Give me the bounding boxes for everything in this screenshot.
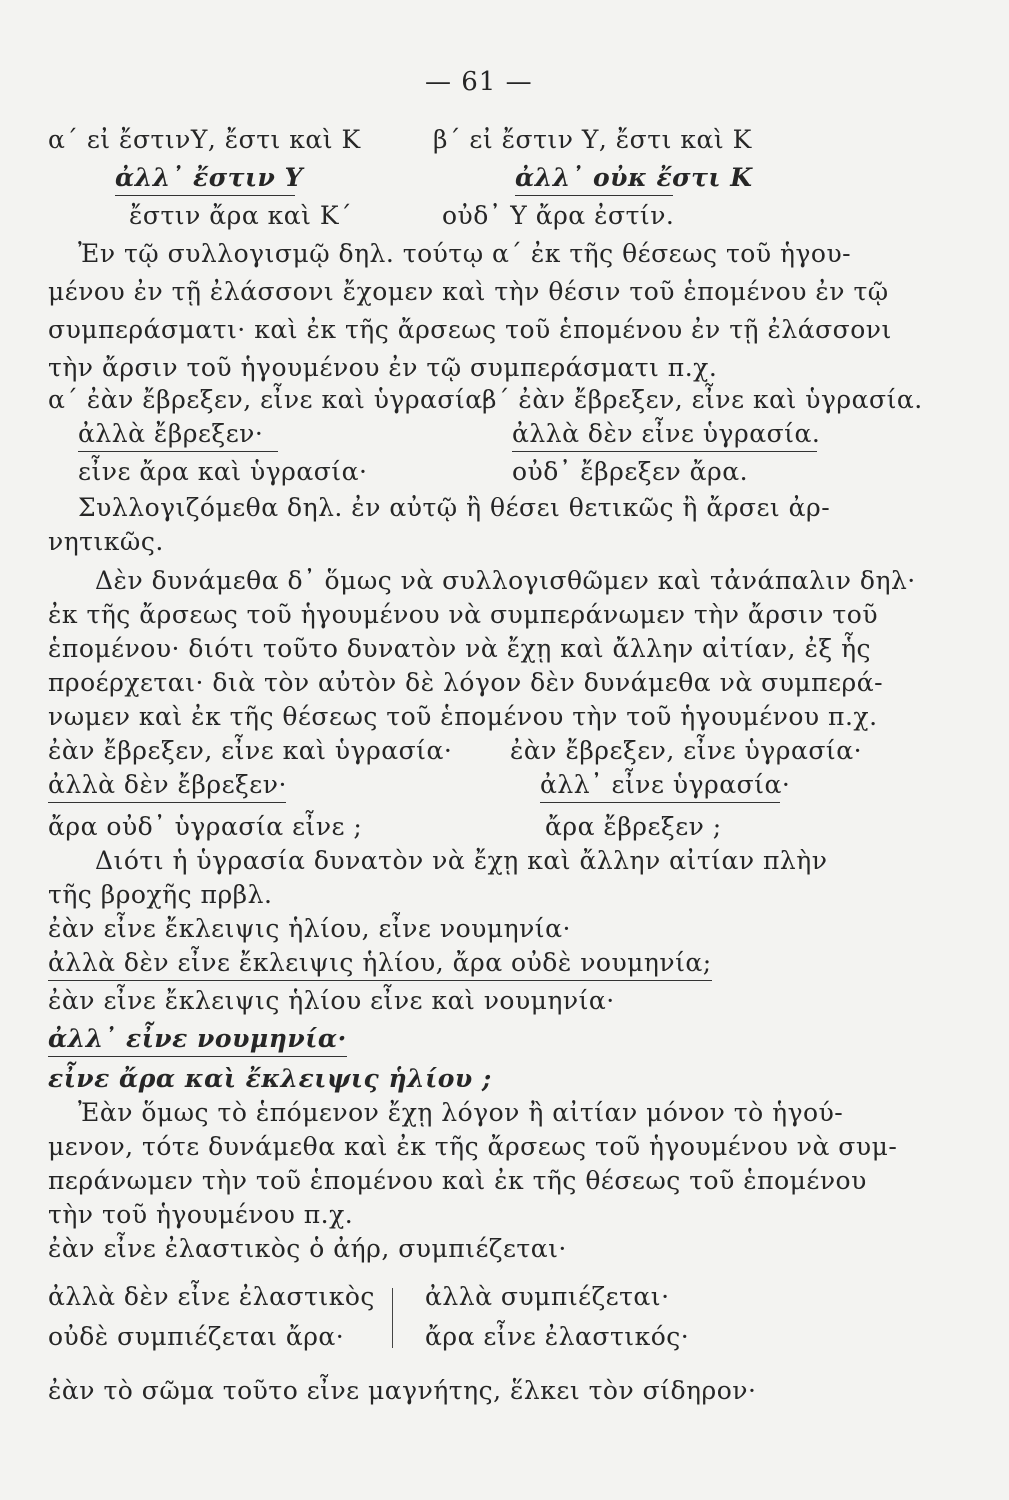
air-example-left-conclusion: οὐδὲ συμπιέζεται ἄρα·: [48, 1322, 345, 1351]
syllogism-a-premise: α΄ εἰ ἔστινΥ, ἔστι καὶ Κ: [48, 125, 361, 154]
example-b-conclusion: οὐδ᾽ ἔβρεξεν ἄρα.: [512, 457, 749, 486]
example-a-minor: ἀλλὰ ἔβρεξεν·: [78, 418, 278, 452]
syllogism-a-conclusion: ἔστιν ἄρα καὶ Κ΄: [129, 201, 353, 230]
counter-a-premise: ἐὰν ἔβρεξεν, εἶνε καὶ ὑγρασία·: [48, 736, 453, 765]
syllogism-b-minor: ἀλλ᾽ οὐκ ἔστι Κ: [515, 162, 673, 196]
paragraph-3-line: νωμεν καὶ ἐκ τῆς θέσεως τοῦ ἑπομένου τὴν τοῦ ἡγουμένου π.χ.: [48, 702, 878, 731]
paragraph-5-line: τὴν τοῦ ἡγουμένου π.χ.: [48, 1200, 354, 1229]
paragraph-4-line: Διότι ἡ ὑγρασία δυνατὸν νὰ ἔχῃ καὶ ἄλλην αἰτίαν πλὴν: [95, 846, 828, 875]
eclipse-example-2-minor: ἀλλ᾽ εἶνε νουμηνία·: [48, 1023, 347, 1057]
paragraph-5-line: Ἐὰν ὅμως τὸ ἑπόμενον ἔχῃ λόγον ἢ αἰτίαν μόνον τὸ ἡγού-: [78, 1098, 844, 1127]
example-a-premise: α΄ ἐὰν ἔβρεξεν, εἶνε καὶ ὑγρασία·: [48, 385, 492, 414]
paragraph-3-line: Δὲν δυνάμεθα δ᾽ ὅμως νὰ συλλογισθῶμεν καὶ τἀνάπαλιν δηλ·: [95, 566, 916, 595]
paragraph-2-line: Συλλογιζόμεθα δηλ. ἐν αὐτῷ ἢ θέσει θετικῶς ἢ ἄρσει ἀρ-: [78, 493, 831, 522]
paragraph-4-line: τῆς βροχῆς πρβλ.: [48, 880, 273, 909]
paragraph-3-line: ἐκ τῆς ἄρσεως τοῦ ἡγουμένου νὰ συμπεράνωμεν τὴν ἄρσιν τοῦ: [48, 600, 879, 629]
paragraph-1-line: συμπεράσματι· καὶ ἐκ τῆς ἄρσεως τοῦ ἑπομένου ἐν τῇ ἐλάσσονι: [48, 315, 892, 344]
counter-b-premise: ἐὰν ἔβρεξεν, εἶνε ὑγρασία·: [510, 736, 863, 765]
air-example-right-minor: ἀλλὰ συμπιέζεται·: [425, 1282, 670, 1311]
brace-divider: [392, 1288, 401, 1348]
magnet-example-premise: ἐὰν τὸ σῶμα τοῦτο εἶνε μαγνήτης, ἕλκει τὸν σίδηρον·: [48, 1376, 757, 1405]
page-number: — 61 —: [425, 67, 533, 97]
example-b-premise: β΄ ἐὰν ἔβρεξεν, εἶνε καὶ ὑγρασία.: [482, 385, 923, 414]
eclipse-example-conclusion: ἀλλὰ δὲν εἶνε ἔκλειψις ἡλίου, ἄρα οὐδὲ νουμηνία;: [48, 947, 712, 981]
eclipse-example-2-conclusion: εἶνε ἄρα καὶ ἔκλειψις ἡλίου ;: [48, 1064, 492, 1093]
air-example-right-conclusion: ἄρα εἶνε ἐλαστικός·: [425, 1322, 690, 1351]
counter-b-minor: ἀλλ᾽ εἶνε ὑγρασία·: [540, 769, 780, 803]
syllogism-b-premise: β΄ εἰ ἔστιν Υ, ἔστι καὶ Κ: [433, 125, 752, 154]
paragraph-5-line: περάνωμεν τὴν τοῦ ἑπομένου καὶ ἐκ τῆς θέσεως τοῦ ἑπομένου: [48, 1166, 867, 1195]
syllogism-b-conclusion: οὐδ᾽ Υ ἄρα ἐστίν.: [442, 201, 675, 230]
paragraph-5-line: μενον, τότε δυνάμεθα καὶ ἐκ τῆς ἄρσεως τοῦ ἡγουμένου νὰ συμ-: [48, 1132, 898, 1161]
paragraph-1-line: Ἐν τῷ συλλογισμῷ δηλ. τούτῳ α΄ ἐκ τῆς θέσεως τοῦ ἡγου-: [78, 239, 852, 268]
eclipse-example-premise: ἐὰν εἶνε ἔκλειψις ἡλίου, εἶνε νουμηνία·: [48, 914, 571, 943]
syllogism-a-minor: ἀλλ᾽ ἔστιν Υ: [115, 162, 295, 196]
example-a-conclusion: εἶνε ἄρα καὶ ὑγρασία·: [78, 457, 368, 486]
paragraph-2-line: νητικῶς.: [48, 527, 164, 556]
air-example-premise: ἐὰν εἶνε ἐλαστικὸς ὁ ἀήρ, συμπιέζεται·: [48, 1234, 567, 1263]
air-example-left-minor: ἀλλὰ δὲν εἶνε ἐλαστικὸς: [48, 1282, 375, 1311]
paragraph-3-line: ἑπομένου· διότι τοῦτο δυνατὸν νὰ ἔχῃ καὶ ἄλλην αἰτίαν, ἐξ ἧς: [48, 634, 872, 663]
paragraph-1-line: μένου ἐν τῇ ἐλάσσονι ἔχομεν καὶ τὴν θέσιν τοῦ ἑπομένου ἐν τῷ: [48, 277, 889, 306]
counter-b-conclusion: ἄρα ἔβρεξεν ;: [545, 812, 722, 841]
counter-a-conclusion: ἄρα οὐδ᾽ ὑγρασία εἶνε ;: [48, 812, 363, 841]
paragraph-3-line: προέρχεται· διὰ τὸν αὐτὸν δὲ λόγον δὲν δυνάμεθα νὰ συμπερά-: [48, 668, 884, 697]
example-b-minor: ἀλλὰ δὲν εἶνε ὑγρασία.: [512, 418, 817, 452]
counter-a-minor: ἀλλὰ δὲν ἔβρεξεν·: [48, 769, 286, 803]
eclipse-example-2-premise: ἐὰν εἶνε ἔκλειψις ἡλίου εἶνε καὶ νουμηνία·: [48, 986, 615, 1015]
paragraph-1-line: τὴν ἄρσιν τοῦ ἡγουμένου ἐν τῷ συμπεράσματι π.χ.: [48, 353, 718, 382]
